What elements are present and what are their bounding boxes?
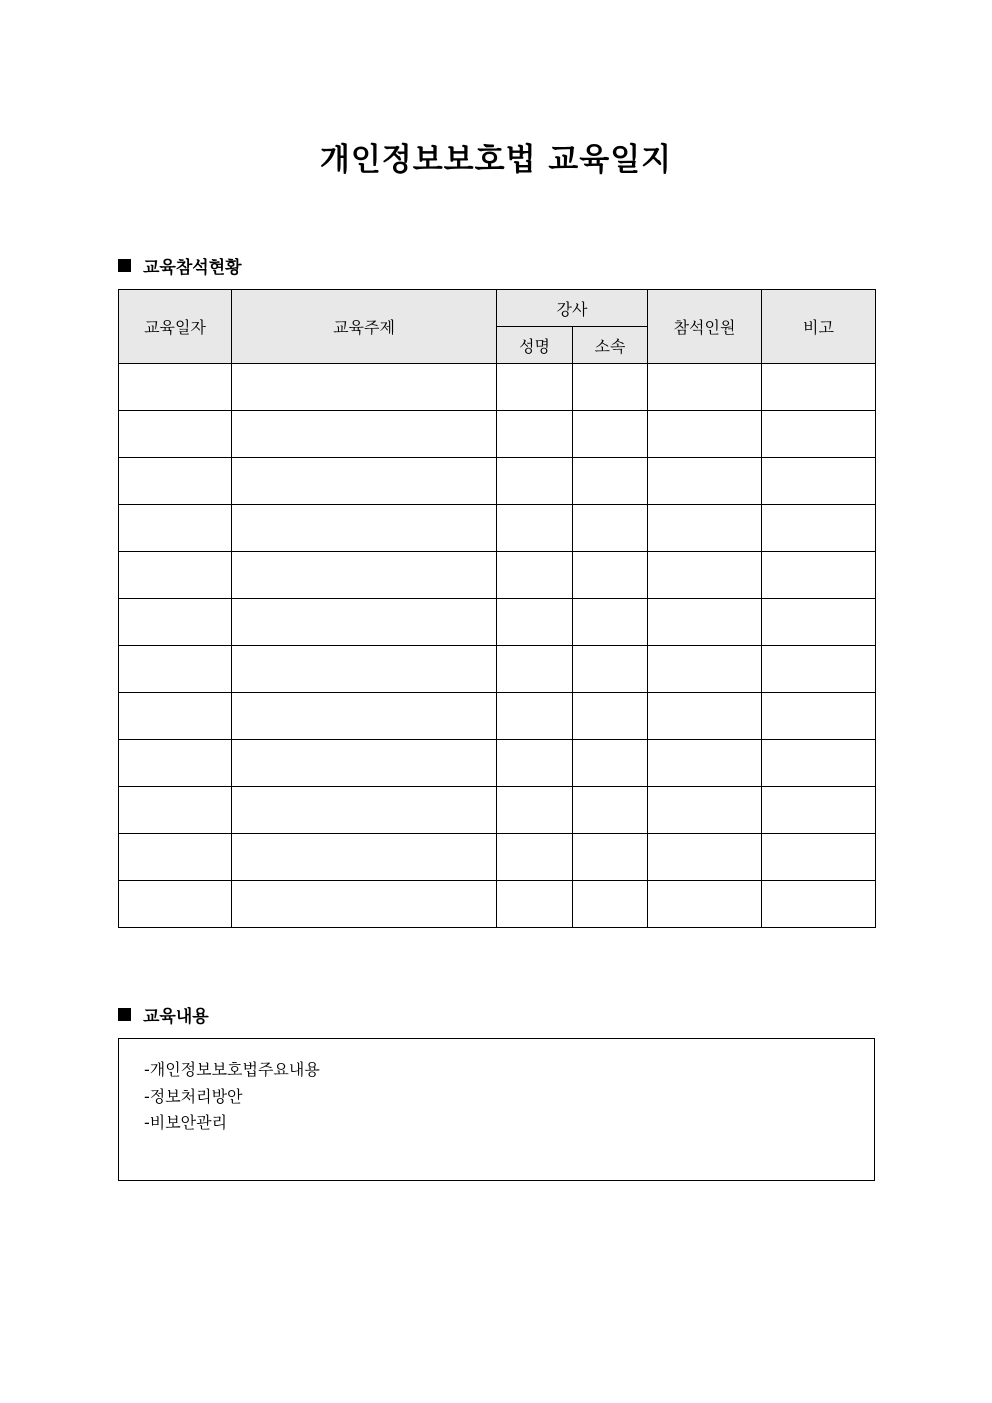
header-topic: 교육주제 <box>232 290 497 364</box>
attendance-table <box>118 289 876 928</box>
table-row <box>119 787 876 834</box>
cell-topic <box>232 458 497 505</box>
cell-instructor-name <box>497 693 573 740</box>
cell-topic <box>232 646 497 693</box>
cell-remarks <box>762 411 876 458</box>
cell-date <box>119 740 232 787</box>
cell-date <box>119 834 232 881</box>
cell-instructor-affiliation <box>573 693 648 740</box>
cell-remarks <box>762 599 876 646</box>
cell-instructor-affiliation <box>573 552 648 599</box>
cell-topic <box>232 411 497 458</box>
cell-instructor-affiliation <box>573 646 648 693</box>
table-row <box>119 599 876 646</box>
attendance-table-body <box>119 364 876 928</box>
table-row <box>119 364 876 411</box>
table-row <box>119 505 876 552</box>
cell-instructor-name <box>497 881 573 928</box>
cell-topic <box>232 693 497 740</box>
cell-date <box>119 364 232 411</box>
attendance-heading-label: 교육참석현황 <box>143 258 242 278</box>
cell-attendees <box>648 505 762 552</box>
cell-attendees <box>648 693 762 740</box>
cell-instructor-affiliation <box>573 411 648 458</box>
cell-attendees <box>648 646 762 693</box>
cell-date <box>119 458 232 505</box>
header-instructor-affiliation: 소속 <box>573 327 648 364</box>
header-instructor: 강사 <box>497 290 648 327</box>
cell-attendees <box>648 787 762 834</box>
cell-date <box>119 787 232 834</box>
cell-instructor-affiliation <box>573 881 648 928</box>
table-row <box>119 834 876 881</box>
cell-instructor-affiliation <box>573 740 648 787</box>
cell-date <box>119 881 232 928</box>
cell-topic <box>232 740 497 787</box>
cell-topic <box>232 364 497 411</box>
content-section-heading <box>118 1002 209 1027</box>
table-row <box>119 881 876 928</box>
cell-topic <box>232 552 497 599</box>
cell-instructor-name <box>497 740 573 787</box>
cell-date <box>119 505 232 552</box>
cell-attendees <box>648 881 762 928</box>
cell-instructor-name <box>497 834 573 881</box>
table-row <box>119 458 876 505</box>
cell-instructor-name <box>497 411 573 458</box>
header-remarks: 비고 <box>762 290 876 364</box>
cell-instructor-affiliation <box>573 834 648 881</box>
black-square-bullet-icon <box>118 259 131 272</box>
cell-topic <box>232 599 497 646</box>
cell-instructor-name <box>497 505 573 552</box>
cell-date <box>119 646 232 693</box>
attendance-section-heading <box>118 253 242 278</box>
cell-remarks <box>762 787 876 834</box>
cell-instructor-name <box>497 599 573 646</box>
content-list <box>119 1039 874 1137</box>
cell-instructor-name <box>497 646 573 693</box>
cell-date <box>119 599 232 646</box>
cell-instructor-name <box>497 552 573 599</box>
header-date: 교육일자 <box>119 290 232 364</box>
content-box <box>118 1038 875 1181</box>
cell-remarks <box>762 881 876 928</box>
cell-remarks <box>762 693 876 740</box>
cell-attendees <box>648 552 762 599</box>
table-row <box>119 552 876 599</box>
cell-instructor-name <box>497 364 573 411</box>
cell-instructor-affiliation <box>573 458 648 505</box>
table-row <box>119 693 876 740</box>
cell-remarks <box>762 646 876 693</box>
content-heading-label: 교육내용 <box>143 1007 209 1027</box>
cell-attendees <box>648 458 762 505</box>
cell-instructor-name <box>497 458 573 505</box>
cell-attendees <box>648 411 762 458</box>
cell-remarks <box>762 505 876 552</box>
cell-remarks <box>762 458 876 505</box>
table-row <box>119 411 876 458</box>
cell-instructor-name <box>497 787 573 834</box>
cell-attendees <box>648 364 762 411</box>
cell-topic <box>232 834 497 881</box>
header-attendees: 참석인원 <box>648 290 762 364</box>
list-item: -정보처리방안 <box>144 1086 243 1106</box>
cell-topic <box>232 505 497 552</box>
cell-topic <box>232 881 497 928</box>
cell-attendees <box>648 834 762 881</box>
cell-instructor-affiliation <box>573 599 648 646</box>
list-item: -개인정보보호법주요내용 <box>144 1060 320 1079</box>
cell-attendees <box>648 740 762 787</box>
cell-date <box>119 693 232 740</box>
cell-remarks <box>762 552 876 599</box>
cell-attendees <box>648 599 762 646</box>
cell-remarks <box>762 364 876 411</box>
list-item: -비보안관리 <box>144 1113 228 1132</box>
black-square-bullet-icon <box>118 1008 131 1021</box>
cell-instructor-affiliation <box>573 364 648 411</box>
table-row <box>119 646 876 693</box>
document-title: 개인정보보호법 교육일지 <box>319 142 673 178</box>
cell-instructor-affiliation <box>573 505 648 552</box>
cell-date <box>119 552 232 599</box>
cell-instructor-affiliation <box>573 787 648 834</box>
cell-remarks <box>762 834 876 881</box>
cell-date <box>119 411 232 458</box>
cell-remarks <box>762 740 876 787</box>
cell-topic <box>232 787 497 834</box>
header-instructor-name: 성명 <box>497 327 573 364</box>
table-row <box>119 740 876 787</box>
